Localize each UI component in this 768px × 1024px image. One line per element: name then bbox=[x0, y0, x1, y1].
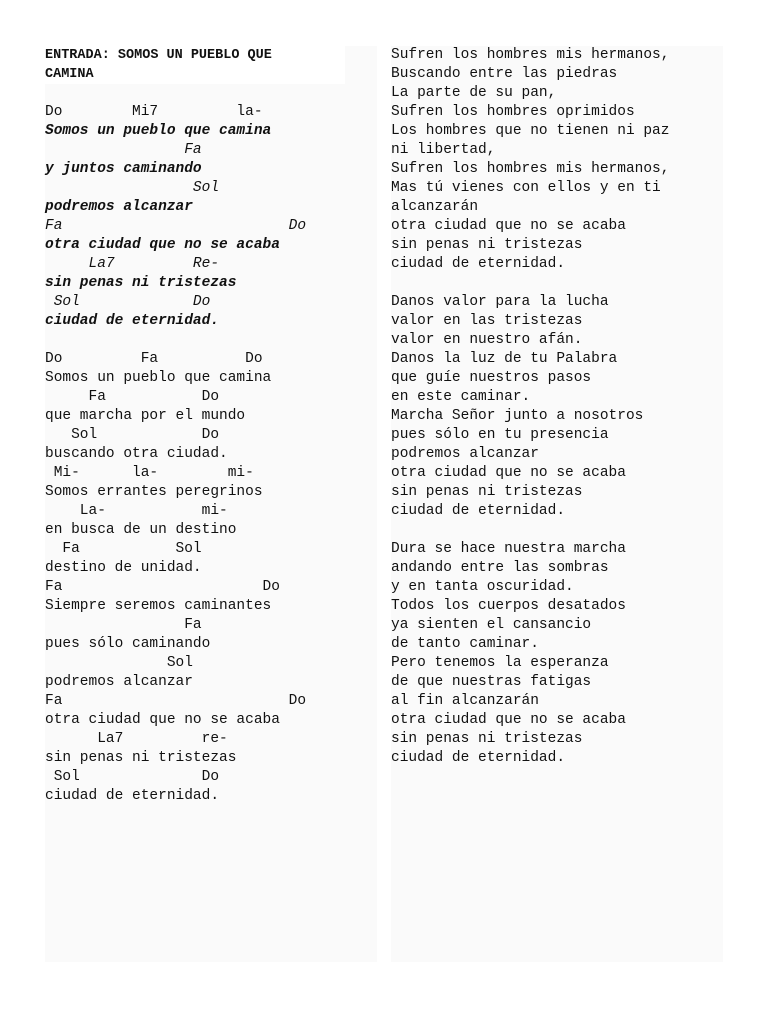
lyric-line: otra ciudad que no se acaba bbox=[391, 712, 626, 728]
lyric-line: La parte de su pan, bbox=[391, 85, 557, 101]
chord-line: Fa bbox=[45, 617, 202, 633]
blank-line bbox=[391, 521, 723, 540]
lyric-line: ni libertad, bbox=[391, 142, 496, 158]
chord-line: Do Mi7 la- bbox=[45, 104, 263, 120]
lyric-line: valor en las tristezas bbox=[391, 313, 583, 329]
chord-line: La- mi- bbox=[45, 503, 228, 519]
lyric-line: Siempre seremos caminantes bbox=[45, 598, 272, 614]
chord-line: La7 re- bbox=[45, 731, 228, 747]
lyric-line: podremos alcanzar bbox=[45, 199, 193, 215]
blank-line bbox=[45, 84, 377, 103]
lyric-line: alcanzarán bbox=[391, 199, 479, 215]
lyric-line: otra ciudad que no se acaba bbox=[45, 712, 280, 728]
lyric-line: ciudad de eternidad. bbox=[391, 503, 566, 519]
lyric-line: y en tanta oscuridad. bbox=[391, 579, 574, 595]
lyric-line: Sufren los hombres oprimidos bbox=[391, 104, 635, 120]
lyric-line: ciudad de eternidad. bbox=[391, 256, 566, 272]
lyric-line: otra ciudad que no se acaba bbox=[391, 218, 626, 234]
lyric-line: otra ciudad que no se acaba bbox=[45, 237, 280, 253]
lyric-line: en busca de un destino bbox=[45, 522, 237, 538]
lyric-line: sin penas ni tristezas bbox=[391, 237, 583, 253]
chord-line: Sol Do bbox=[45, 294, 211, 310]
lyric-line: buscando otra ciudad. bbox=[45, 446, 228, 462]
chord-line: Sol bbox=[45, 180, 220, 196]
chord-line: Fa Do bbox=[45, 693, 307, 709]
right-song-lines bbox=[391, 46, 723, 768]
chord-line: La7 Re- bbox=[45, 256, 220, 272]
chord-line: Sol Do bbox=[45, 769, 220, 785]
lyric-line: andando entre las sombras bbox=[391, 560, 609, 576]
lyric-line: de que nuestras fatigas bbox=[391, 674, 592, 690]
lyric-line: Sufren los hombres mis hermanos, bbox=[391, 47, 670, 63]
left-song-lines bbox=[45, 84, 377, 806]
song-title-line-1: ENTRADA: SOMOS UN PUEBLO QUE bbox=[45, 48, 272, 63]
lyric-line: Somos un pueblo que camina bbox=[45, 123, 272, 139]
song-title-line-2: CAMINA bbox=[45, 67, 94, 82]
blank-line bbox=[45, 331, 377, 350]
lyric-line: de tanto caminar. bbox=[391, 636, 539, 652]
lyric-line: Marcha Señor junto a nosotros bbox=[391, 408, 644, 424]
chord-line: Do Fa Do bbox=[45, 351, 263, 367]
lyric-line: pues sólo en tu presencia bbox=[391, 427, 609, 443]
left-column bbox=[45, 46, 377, 962]
chord-line: Fa Sol bbox=[45, 541, 202, 557]
lyric-line: Danos valor para la lucha bbox=[391, 294, 609, 310]
lyric-line: Los hombres que no tienen ni paz bbox=[391, 123, 670, 139]
lyric-line: pues sólo caminando bbox=[45, 636, 211, 652]
lyric-line: Buscando entre las piedras bbox=[391, 66, 618, 82]
lyric-line: ciudad de eternidad. bbox=[391, 750, 566, 766]
lyric-line: que marcha por el mundo bbox=[45, 408, 246, 424]
lyric-line: podremos alcanzar bbox=[45, 674, 193, 690]
lyric-line: sin penas ni tristezas bbox=[45, 750, 237, 766]
chord-line: Fa Do bbox=[45, 579, 280, 595]
lyric-line: que guíe nuestros pasos bbox=[391, 370, 592, 386]
lyric-line: Danos la luz de tu Palabra bbox=[391, 351, 618, 367]
chord-line: Fa Do bbox=[45, 389, 220, 405]
lyric-line: ciudad de eternidad. bbox=[45, 313, 220, 329]
lyric-line: sin penas ni tristezas bbox=[45, 275, 237, 291]
lyric-line: Mas tú vienes con ellos y en ti bbox=[391, 180, 661, 196]
lyric-line: destino de unidad. bbox=[45, 560, 202, 576]
lyric-line: ciudad de eternidad. bbox=[45, 788, 220, 804]
blank-line bbox=[391, 274, 723, 293]
right-column bbox=[391, 46, 723, 962]
lyric-line: Pero tenemos la esperanza bbox=[391, 655, 609, 671]
lyric-line: al fin alcanzarán bbox=[391, 693, 539, 709]
chord-line: Fa Do bbox=[45, 218, 307, 234]
lyric-line: Somos un pueblo que camina bbox=[45, 370, 272, 386]
lyric-line: Somos errantes peregrinos bbox=[45, 484, 263, 500]
song-title bbox=[45, 46, 345, 84]
lyric-line: y juntos caminando bbox=[45, 161, 202, 177]
chord-line: Fa bbox=[45, 142, 202, 158]
lyric-line: sin penas ni tristezas bbox=[391, 484, 583, 500]
lyric-line: podremos alcanzar bbox=[391, 446, 539, 462]
lyric-line: valor en nuestro afán. bbox=[391, 332, 583, 348]
lyric-line: Todos los cuerpos desatados bbox=[391, 598, 626, 614]
chord-line: Sol Do bbox=[45, 427, 220, 443]
chord-line: Mi- la- mi- bbox=[45, 465, 254, 481]
lyric-line: Sufren los hombres mis hermanos, bbox=[391, 161, 670, 177]
lyric-line: en este caminar. bbox=[391, 389, 531, 405]
lyric-line: Dura se hace nuestra marcha bbox=[391, 541, 626, 557]
chord-line: Sol bbox=[45, 655, 193, 671]
lyric-line: sin penas ni tristezas bbox=[391, 731, 583, 747]
lyric-line: otra ciudad que no se acaba bbox=[391, 465, 626, 481]
lyric-line: ya sienten el cansancio bbox=[391, 617, 592, 633]
